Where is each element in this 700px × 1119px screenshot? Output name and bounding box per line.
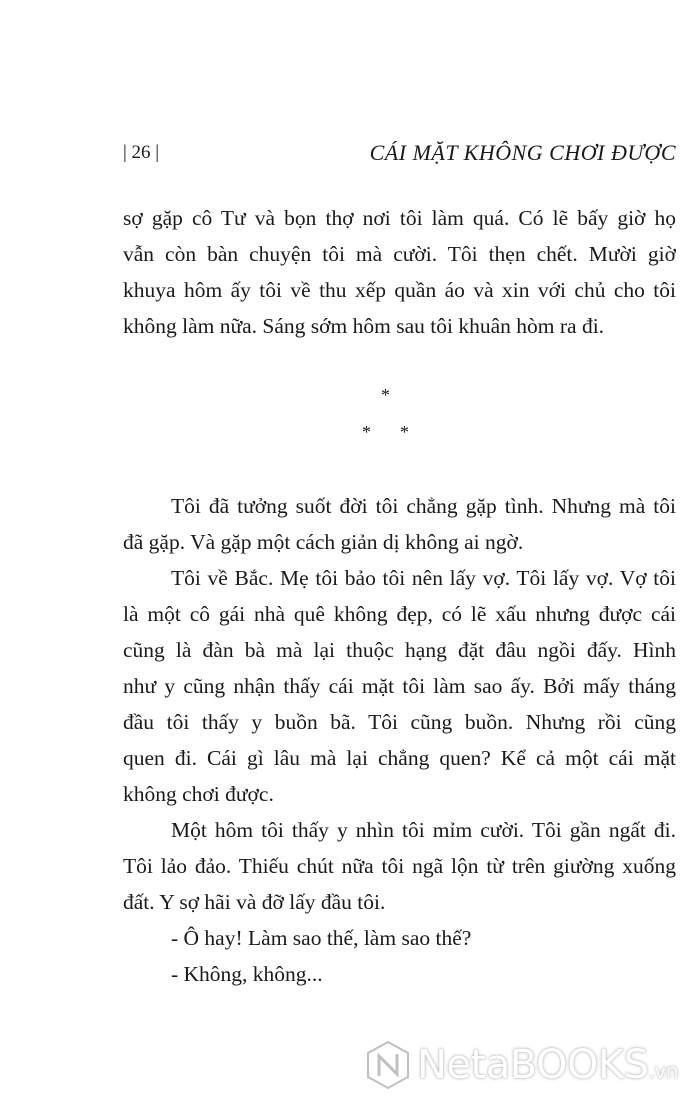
watermark <box>365 1040 678 1090</box>
dialogue-line: - Không, không... <box>171 962 323 986</box>
section-1 <box>123 200 676 344</box>
page-number: | 26 | <box>123 142 160 163</box>
watermark-text: NetaBOOKS.vn <box>417 1042 678 1088</box>
section-2 <box>123 488 676 992</box>
text-line: sợ gặp cô Tư và bọn thợ nơi tôi làm quá. Có lẽ bấy giờ họ <box>123 206 676 230</box>
text-line: Tôi đã tưởng suốt đời tôi chẳng gặp tình. Nhưng mà tôi <box>171 494 676 518</box>
text-line: Tôi lảo đảo. Thiếu chút nữa tôi ngã lộn từ trên giường xuống <box>123 854 676 878</box>
text-line: khuya hôm ấy tôi về thu xếp quần áo và xin với chủ cho tôi <box>123 278 676 302</box>
section-separator-star: * <box>400 422 409 442</box>
text-line: đất. Y sợ hãi và đỡ lấy đầu tôi. <box>123 890 386 914</box>
text-line: không chơi được. <box>123 782 274 806</box>
running-header <box>123 140 676 170</box>
section-separator-star: * <box>362 422 371 442</box>
running-title: CÁI MẶT KHÔNG CHƠI ĐƯỢC <box>369 140 676 165</box>
text-line: quen đi. Cái gì lâu mà lại chẳng quen? Kể cả một cái mặt <box>123 746 676 770</box>
text-line: không làm nữa. Sáng sớm hôm sau tôi khuân hòm ra đi. <box>123 314 605 338</box>
text-line: Một hôm tôi thấy y nhìn tôi mỉm cười. Tôi gần ngất đi. <box>171 818 676 842</box>
text-line: đã gặp. Và gặp một cách giản dị không ai ngờ. <box>123 530 524 554</box>
text-line: vẫn còn bàn chuyện tôi mà cười. Tôi thẹn chết. Mười giờ <box>123 242 676 266</box>
section-separator-star: * <box>381 385 390 405</box>
text-line: như y cũng nhận thấy cái mặt tôi làm sao ấy. Bởi mấy tháng <box>123 674 676 698</box>
text-line: đầu tôi thấy y buồn bã. Tôi cũng buồn. Nhưng rồi cũng <box>123 710 676 734</box>
dialogue-line: - Ô hay! Làm sao thế, làm sao thế? <box>171 926 472 950</box>
text-line: Tôi về Bắc. Mẹ tôi bảo tôi nên lấy vợ. Tôi lấy vợ. Vợ tôi <box>171 566 676 590</box>
text-line: là một cô gái nhà quê không đẹp, có lẽ xấu nhưng được cái <box>123 602 676 626</box>
text-line: cũng là đàn bà mà lại thuộc hạng đặt đâu ngồi đấy. Hình <box>123 638 676 662</box>
netabooks-logo-icon <box>365 1040 411 1090</box>
